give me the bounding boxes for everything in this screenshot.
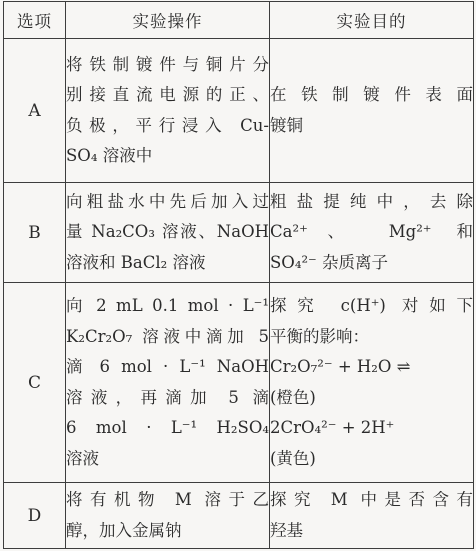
purpose-line: 羟基 <box>270 520 303 540</box>
purpose-cell <box>270 283 474 483</box>
color-note: (橙色) <box>270 387 316 407</box>
option-label: B <box>4 183 66 283</box>
operation-line: 溶液，再滴加 5 滴 <box>66 387 269 407</box>
operation-line: 向 2 mL 0.1 mol · L⁻¹ <box>66 296 269 315</box>
table-row-b <box>4 183 474 283</box>
purpose-cell <box>270 183 474 283</box>
header-operation: 实验操作 <box>66 2 270 39</box>
operation-line: 量 Na₂CO₃ 溶液、NaOH <box>66 222 269 242</box>
purpose-cell <box>270 483 474 549</box>
header-purpose: 实验目的 <box>270 2 474 39</box>
operation-line: 醇，加入金属钠 <box>66 520 182 540</box>
purpose-cell <box>270 39 474 183</box>
operation-cell <box>66 283 270 483</box>
purpose-line: 探究 M 中是否含有 <box>270 490 473 509</box>
operation-line: 将铁制镀件与铜片分 <box>66 54 269 74</box>
purpose-line: 镀铜 <box>270 115 303 135</box>
purpose-line: 在铁制镀件表面 <box>270 85 473 104</box>
operation-line: 6 mol · L⁻¹ H₂SO₄ <box>66 418 269 437</box>
operation-line: 滴 6 mol · L⁻¹ NaOH <box>66 357 269 376</box>
operation-cell <box>66 183 270 283</box>
operation-line: 溶液 <box>66 448 99 468</box>
purpose-line: 粗盐提纯中，去除 <box>270 191 473 211</box>
operation-line: 溶液和 BaCl₂ 溶液 <box>66 252 206 272</box>
option-label: D <box>4 483 66 549</box>
table-header-row <box>4 2 474 39</box>
experiment-table <box>3 1 474 549</box>
operation-line: 别接直流电源的正、 <box>66 85 269 104</box>
table-row-c <box>4 283 474 483</box>
option-label: C <box>4 283 66 483</box>
equation-line: Cr₂O₇²⁻ + H₂O ⇌ <box>270 357 411 376</box>
operation-line: 将有机物 M 溶于乙 <box>66 490 269 509</box>
equation-line: 2CrO₄²⁻ + 2H⁺ <box>270 418 395 437</box>
operation-cell <box>66 39 270 183</box>
purpose-line: SO₄²⁻ 杂质离子 <box>270 252 389 272</box>
header-option: 选项 <box>4 2 66 39</box>
operation-line: K₂Cr₂O₇ 溶液中滴加 5 <box>66 326 269 346</box>
table-row-d <box>4 483 474 549</box>
operation-line: SO₄ 溶液中 <box>66 146 153 165</box>
option-label: A <box>4 39 66 183</box>
purpose-line: 平衡的影响： <box>270 326 369 346</box>
operation-line: 向粗盐水中先后加入过 <box>66 191 269 211</box>
operation-line: 负极，平行浸入 Cu- <box>66 115 269 135</box>
purpose-line: 探究 c(H⁺) 对如下 <box>270 296 473 315</box>
purpose-line: Ca²⁺、 Mg²⁺ 和 <box>270 222 473 242</box>
operation-cell <box>66 483 270 549</box>
table-row-a <box>4 39 474 183</box>
color-note: (黄色) <box>270 448 316 468</box>
